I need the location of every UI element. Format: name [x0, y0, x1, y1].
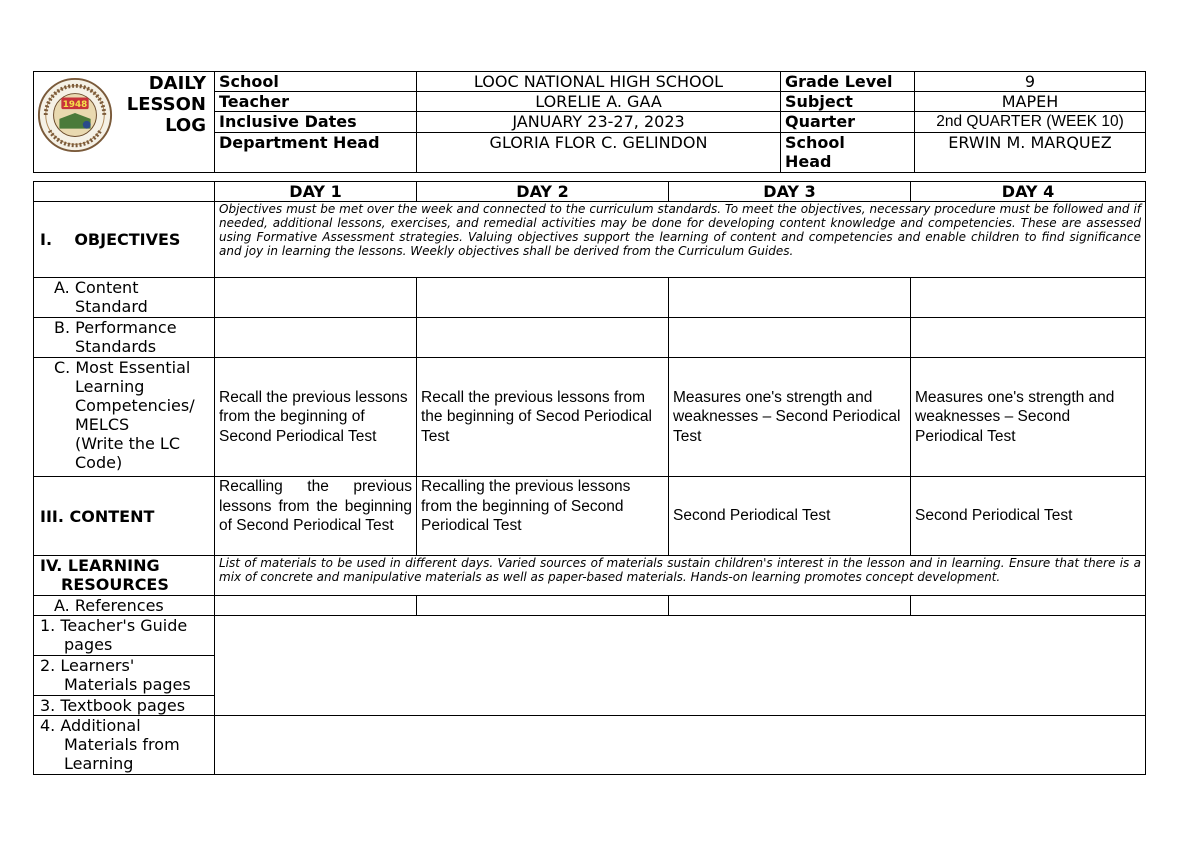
references-day-1 — [215, 596, 417, 616]
day-2-header: DAY 2 — [417, 182, 669, 202]
dll-title-line: DAILY — [148, 73, 206, 94]
learning-resources-note: List of materials to be used in different days. Varied sources of materials sustain children's interest in the lesson and in learning. Ensure that there is a mix of concrete and manipulative materials as well as paper-based materials. Hands-on learning promotes concept development. — [215, 556, 1146, 596]
teachers-guide-label-line: pages — [64, 635, 113, 654]
school-label: School — [215, 72, 417, 92]
lesson-log-table — [33, 181, 1146, 775]
content-standard-day-1 — [215, 278, 417, 318]
grade-level-value: 9 — [915, 72, 1146, 92]
content-label: III. CONTENT — [34, 477, 215, 556]
melcs-day-3: Measures one's strength and weaknesses – Second Periodical Test — [669, 358, 911, 477]
department-head-label: Department Head — [215, 132, 417, 172]
performance-standards-label-line: Standards — [75, 337, 157, 356]
grade-level-label: Grade Level — [781, 72, 915, 92]
melcs-label-line: Competencies/ — [75, 396, 195, 415]
references-label: A. References — [34, 596, 215, 616]
learning-resources-label-line: IV. LEARNING — [40, 556, 160, 575]
melcs-label-line: Code) — [75, 453, 123, 472]
school-head-label-line: Head — [785, 151, 832, 171]
corner-cell — [34, 182, 215, 202]
melcs-day-2: Recall the previous lessons from the beginning of Secod Periodical Test — [417, 358, 669, 477]
melcs-label-line: Learning — [75, 377, 145, 396]
content-standard-day-4 — [911, 278, 1146, 318]
objectives-row — [34, 202, 1146, 278]
additional-materials-label-line: Learning — [64, 754, 134, 773]
day-header-row — [34, 182, 1146, 202]
melcs-label-line: (Write the LC — [75, 434, 180, 453]
teachers-guide-label — [34, 616, 215, 656]
content-standard-label — [34, 278, 215, 318]
additional-materials-area — [215, 716, 1146, 775]
teacher-label: Teacher — [215, 92, 417, 112]
performance-standards-day-4 — [911, 318, 1146, 358]
content-row — [34, 477, 1146, 556]
department-head-value: GLORIA FLOR C. GELINDON — [417, 132, 781, 172]
additional-materials-row — [34, 716, 1146, 775]
resources-pages-area — [215, 616, 1146, 716]
objectives-note: Objectives must be met over the week and connected to the curriculum standards. To meet the objectives, necessary procedure must be followed and if needed, additional lessons, exercises, and remedial activities may be done for developing content knowledge and competencies. These are assessed using Formative Assessment strategies. Valuing objectives support the learning of content and competencies and enable children to find significance and joy in learning the lessons. Weekly objectives shall be derived from the Curriculum Guides. — [215, 202, 1146, 278]
header-row-school — [34, 72, 1146, 92]
inclusive-dates-value: JANUARY 23-27, 2023 — [417, 112, 781, 133]
references-day-2 — [417, 596, 669, 616]
content-day-1: Recalling the previous lessons from the beginning of Second Periodical Test — [215, 477, 417, 556]
school-seal-icon — [36, 76, 114, 154]
school-head-label-line: School — [785, 132, 845, 152]
textbook-label: 3. Textbook pages — [34, 696, 215, 716]
references-row — [34, 596, 1146, 616]
dll-title — [127, 73, 206, 136]
melcs-label-line: MELCS — [75, 415, 130, 434]
content-standard-day-2 — [417, 278, 669, 318]
quarter-label: Quarter — [781, 112, 915, 133]
content-standard-label-line: A. Content — [54, 278, 139, 297]
performance-standards-label — [34, 318, 215, 358]
subject-value: MAPEH — [915, 92, 1146, 112]
day-1-header: DAY 1 — [215, 182, 417, 202]
content-day-2: Recalling the previous lessons from the beginning of Second Periodical Test — [417, 477, 669, 556]
content-standard-day-3 — [669, 278, 911, 318]
melcs-day-1: Recall the previous lessons from the beginning of Second Periodical Test — [215, 358, 417, 477]
content-standard-label-line: Standard — [75, 297, 148, 316]
learners-materials-label — [34, 656, 215, 696]
school-head-label — [781, 132, 915, 172]
subject-label: Subject — [781, 92, 915, 112]
teacher-value: LORELIE A. GAA — [417, 92, 781, 112]
dll-title-line: LESSON — [126, 94, 206, 115]
learners-materials-label-line: 2. Learners' — [40, 656, 135, 675]
logo-cell — [34, 72, 215, 173]
objectives-label-text: OBJECTIVES — [74, 230, 181, 249]
performance-standards-label-line: B. Performance — [54, 318, 177, 337]
objectives-label-num: I. — [40, 230, 53, 249]
performance-standards-day-1 — [215, 318, 417, 358]
teachers-guide-row — [34, 616, 1146, 656]
references-day-3 — [669, 596, 911, 616]
additional-materials-label — [34, 716, 215, 775]
teachers-guide-label-line: 1. Teacher's Guide — [40, 616, 188, 635]
school-head-value: ERWIN M. MARQUEZ — [915, 132, 1146, 172]
day-3-header: DAY 3 — [669, 182, 911, 202]
objectives-label — [34, 202, 215, 278]
performance-standards-day-2 — [417, 318, 669, 358]
melcs-row — [34, 358, 1146, 477]
melcs-label-line: C. Most Essential — [54, 358, 191, 377]
performance-standards-day-3 — [669, 318, 911, 358]
seal-year: 1948 — [62, 100, 88, 111]
learning-resources-label-line: RESOURCES — [61, 575, 169, 594]
performance-standards-row — [34, 318, 1146, 358]
quarter-value: 2nd QUARTER (WEEK 10) — [915, 112, 1146, 133]
learning-resources-label — [34, 556, 215, 596]
learners-materials-label-line: Materials pages — [64, 675, 191, 694]
content-standard-row — [34, 278, 1146, 318]
content-day-4: Second Periodical Test — [911, 477, 1146, 556]
inclusive-dates-label: Inclusive Dates — [215, 112, 417, 133]
additional-materials-label-line: Materials from — [64, 735, 180, 754]
melcs-label — [34, 358, 215, 477]
content-day-3: Second Periodical Test — [669, 477, 911, 556]
school-value: LOOC NATIONAL HIGH SCHOOL — [417, 72, 781, 92]
learning-resources-row — [34, 556, 1146, 596]
references-day-4 — [911, 596, 1146, 616]
day-4-header: DAY 4 — [911, 182, 1146, 202]
dll-title-line: LOG — [165, 115, 206, 136]
header-table — [33, 71, 1146, 173]
melcs-day-4: Measures one's strength and weaknesses – Second Periodical Test — [911, 358, 1146, 477]
additional-materials-label-line: 4. Additional — [40, 716, 141, 735]
